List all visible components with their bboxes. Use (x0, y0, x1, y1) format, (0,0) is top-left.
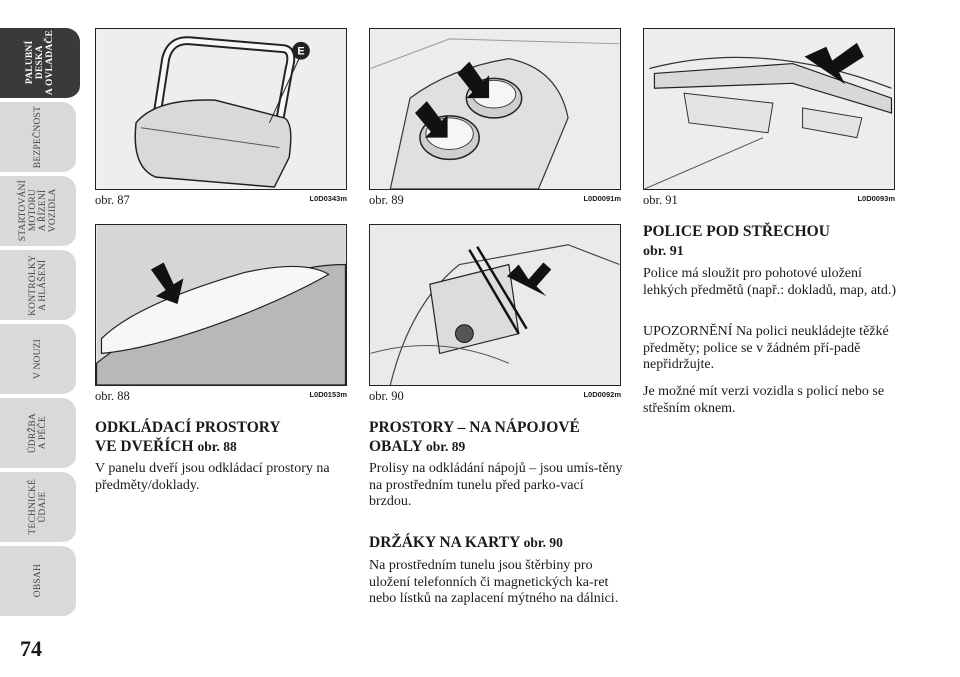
tab-obsah[interactable]: OBSAH (0, 546, 76, 618)
paragraph-card-holders: Na prostředním tunelu jsou štěrbiny pro uložení telefonních či magnetických ka-ret nebo lístků na zaplacení mýtného na dálnici. (369, 558, 619, 606)
figure-89-cup-holders (369, 28, 621, 190)
figure-91-roof-shelf (643, 28, 895, 190)
tab-bezpecnost[interactable]: BEZPEČNOST (0, 102, 76, 174)
tab-startovani[interactable]: STARTOVÁNÍ MOTORU A ŘÍZENÍ VOZIDLA (0, 176, 76, 248)
tab-v-nouzi[interactable]: V NOUZI (0, 324, 76, 396)
caption-89: obr. 89 L0D0091m (369, 193, 621, 207)
figure-90-card-holders (369, 224, 621, 386)
caption-87: obr. 87 L0D0343m (95, 193, 347, 207)
paragraph-roof-shelf-3: Je možné mít verzi vozidla s policí nebo se střešním oknem. (643, 384, 885, 416)
paragraph-roof-shelf-warning: UPOZORNĚNÍ Na polici neukládejte těžké předměty; police se v žádném pří-padě nepřidržujte. (643, 324, 889, 372)
caption-90: obr. 90 L0D0092m (369, 389, 621, 403)
figure-88-door-panel (95, 224, 347, 386)
figure-87-bag (95, 28, 347, 190)
page-number: 74 (20, 636, 42, 661)
heading-card-holders: DRŽÁKY NA KARTY obr. 90 (369, 534, 563, 551)
tab-palubni-deska[interactable]: PALUBNÍ DESKA A OVLADAČE (0, 28, 80, 100)
tab-kontrolky[interactable]: KONTROLKY A HLÁŠENÍ (0, 250, 76, 322)
subheading-roof-shelf: obr. 91 (643, 244, 684, 259)
caption-91: obr. 91 L0D0093m (643, 193, 895, 207)
tab-udrzba[interactable]: ÚDRŽBA A PÉČE (0, 398, 76, 470)
paragraph-roof-shelf-1: Police má sloužit pro pohotové uložení lehkých předmětů (např.: dokladů, map, atd.) (643, 266, 897, 298)
paragraph-cup-holders: Prolisy na odkládání nápojů – jsou umís-těny na prostředním tunelu před parko-vací brzdou. (369, 461, 623, 509)
paragraph-door-compartments: V panelu dveří jsou odkládací prostory na předměty/doklady. (95, 461, 330, 493)
callout-e-badge: E (297, 45, 305, 58)
heading-door-compartments: ODKLÁDACÍ PROSTORY VE DVEŘÍCH obr. 88 (95, 419, 281, 455)
heading-cup-holders: PROSTORY – NA NÁPOJOVÉ OBALY obr. 89 (369, 419, 580, 455)
heading-roof-shelf: POLICE POD STŘECHOU (643, 223, 830, 240)
caption-88: obr. 88 L0D0153m (95, 389, 347, 403)
tab-technicke-udaje[interactable]: TECHNICKÉ ÚDAJE (0, 472, 76, 544)
